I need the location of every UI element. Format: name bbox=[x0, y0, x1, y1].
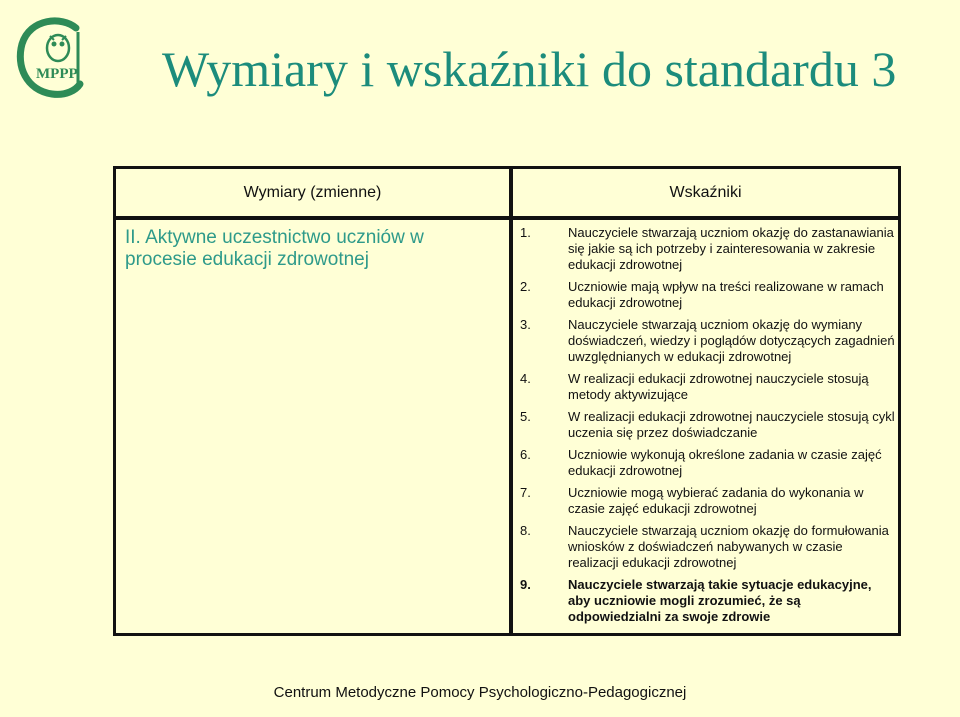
header-dimensions: Wymiary (zmienne) bbox=[243, 183, 382, 201]
indicator-list bbox=[520, 225, 896, 631]
indicator-item bbox=[520, 371, 896, 403]
column-divider bbox=[509, 169, 513, 633]
indicator-item bbox=[520, 317, 896, 365]
indicator-text: Uczniowie wykonują określone zadania w czasie zajęć edukacji zdrowotnej bbox=[568, 447, 882, 478]
indicator-text: W realizacji edukacji zdrowotnej nauczyciele stosują metody aktywizujące bbox=[568, 371, 869, 402]
indicator-item bbox=[520, 485, 896, 517]
indicator-text: Nauczyciele stwarzają uczniom okazję do wymiany doświadczeń, wiedzy i poglądów dotyczących zagadnień uwzględnianych w edukacji zdrowotnej bbox=[568, 317, 895, 364]
indicator-item bbox=[520, 577, 896, 625]
indicator-item bbox=[520, 279, 896, 311]
standards-table bbox=[113, 166, 901, 636]
header-divider bbox=[116, 216, 898, 220]
header-indicators: Wskaźniki bbox=[669, 183, 742, 201]
indicator-number: 8. bbox=[520, 523, 531, 538]
indicator-item bbox=[520, 409, 896, 441]
indicator-number: 4. bbox=[520, 371, 531, 386]
indicator-number: 9. bbox=[520, 577, 531, 592]
indicator-text: Uczniowie mogą wybierać zadania do wykonania w czasie zajęć edukacji zdrowotnej bbox=[568, 485, 864, 516]
page-title: Wymiary i wskaźniki do standardu 3 bbox=[162, 41, 897, 97]
indicator-text: Nauczyciele stwarzają uczniom okazję do zastanawiania się jakie są ich potrzeby i zainteresowania w zakresie edukacji zdrowotnej bbox=[568, 225, 894, 272]
dimension-cell: II. Aktywne uczestnictwo uczniów w procesie edukacji zdrowotnej bbox=[125, 227, 424, 270]
indicator-number: 6. bbox=[520, 447, 531, 462]
indicator-text: W realizacji edukacji zdrowotnej nauczyciele stosują cykl uczenia się przez doświadczanie bbox=[568, 409, 895, 440]
logo bbox=[14, 14, 94, 104]
indicator-number: 1. bbox=[520, 225, 531, 240]
owl-logo-icon bbox=[14, 14, 94, 104]
indicator-number: 2. bbox=[520, 279, 531, 294]
indicator-text: Nauczyciele stwarzają uczniom okazję do formułowania wniosków z doświadczeń nabywanych w czasie realizacji edukacji zdrowotnej bbox=[568, 523, 889, 570]
indicator-text: Nauczyciele stwarzają takie sytuacje edukacyjne, aby uczniowie mogli zrozumieć, że są odpowiedzialni za swoje zdrowie bbox=[568, 577, 872, 624]
indicator-item bbox=[520, 447, 896, 479]
indicator-number: 7. bbox=[520, 485, 531, 500]
indicator-item bbox=[520, 225, 896, 273]
footer-text: Centrum Metodyczne Pomocy Psychologiczno-Pedagogicznej bbox=[273, 684, 687, 701]
svg-text:MPPP: MPPP bbox=[36, 66, 78, 82]
indicator-item bbox=[520, 523, 896, 571]
indicator-number: 5. bbox=[520, 409, 531, 424]
indicator-number: 3. bbox=[520, 317, 531, 332]
indicator-text: Uczniowie mają wpływ na treści realizowane w ramach edukacji zdrowotnej bbox=[568, 279, 884, 310]
